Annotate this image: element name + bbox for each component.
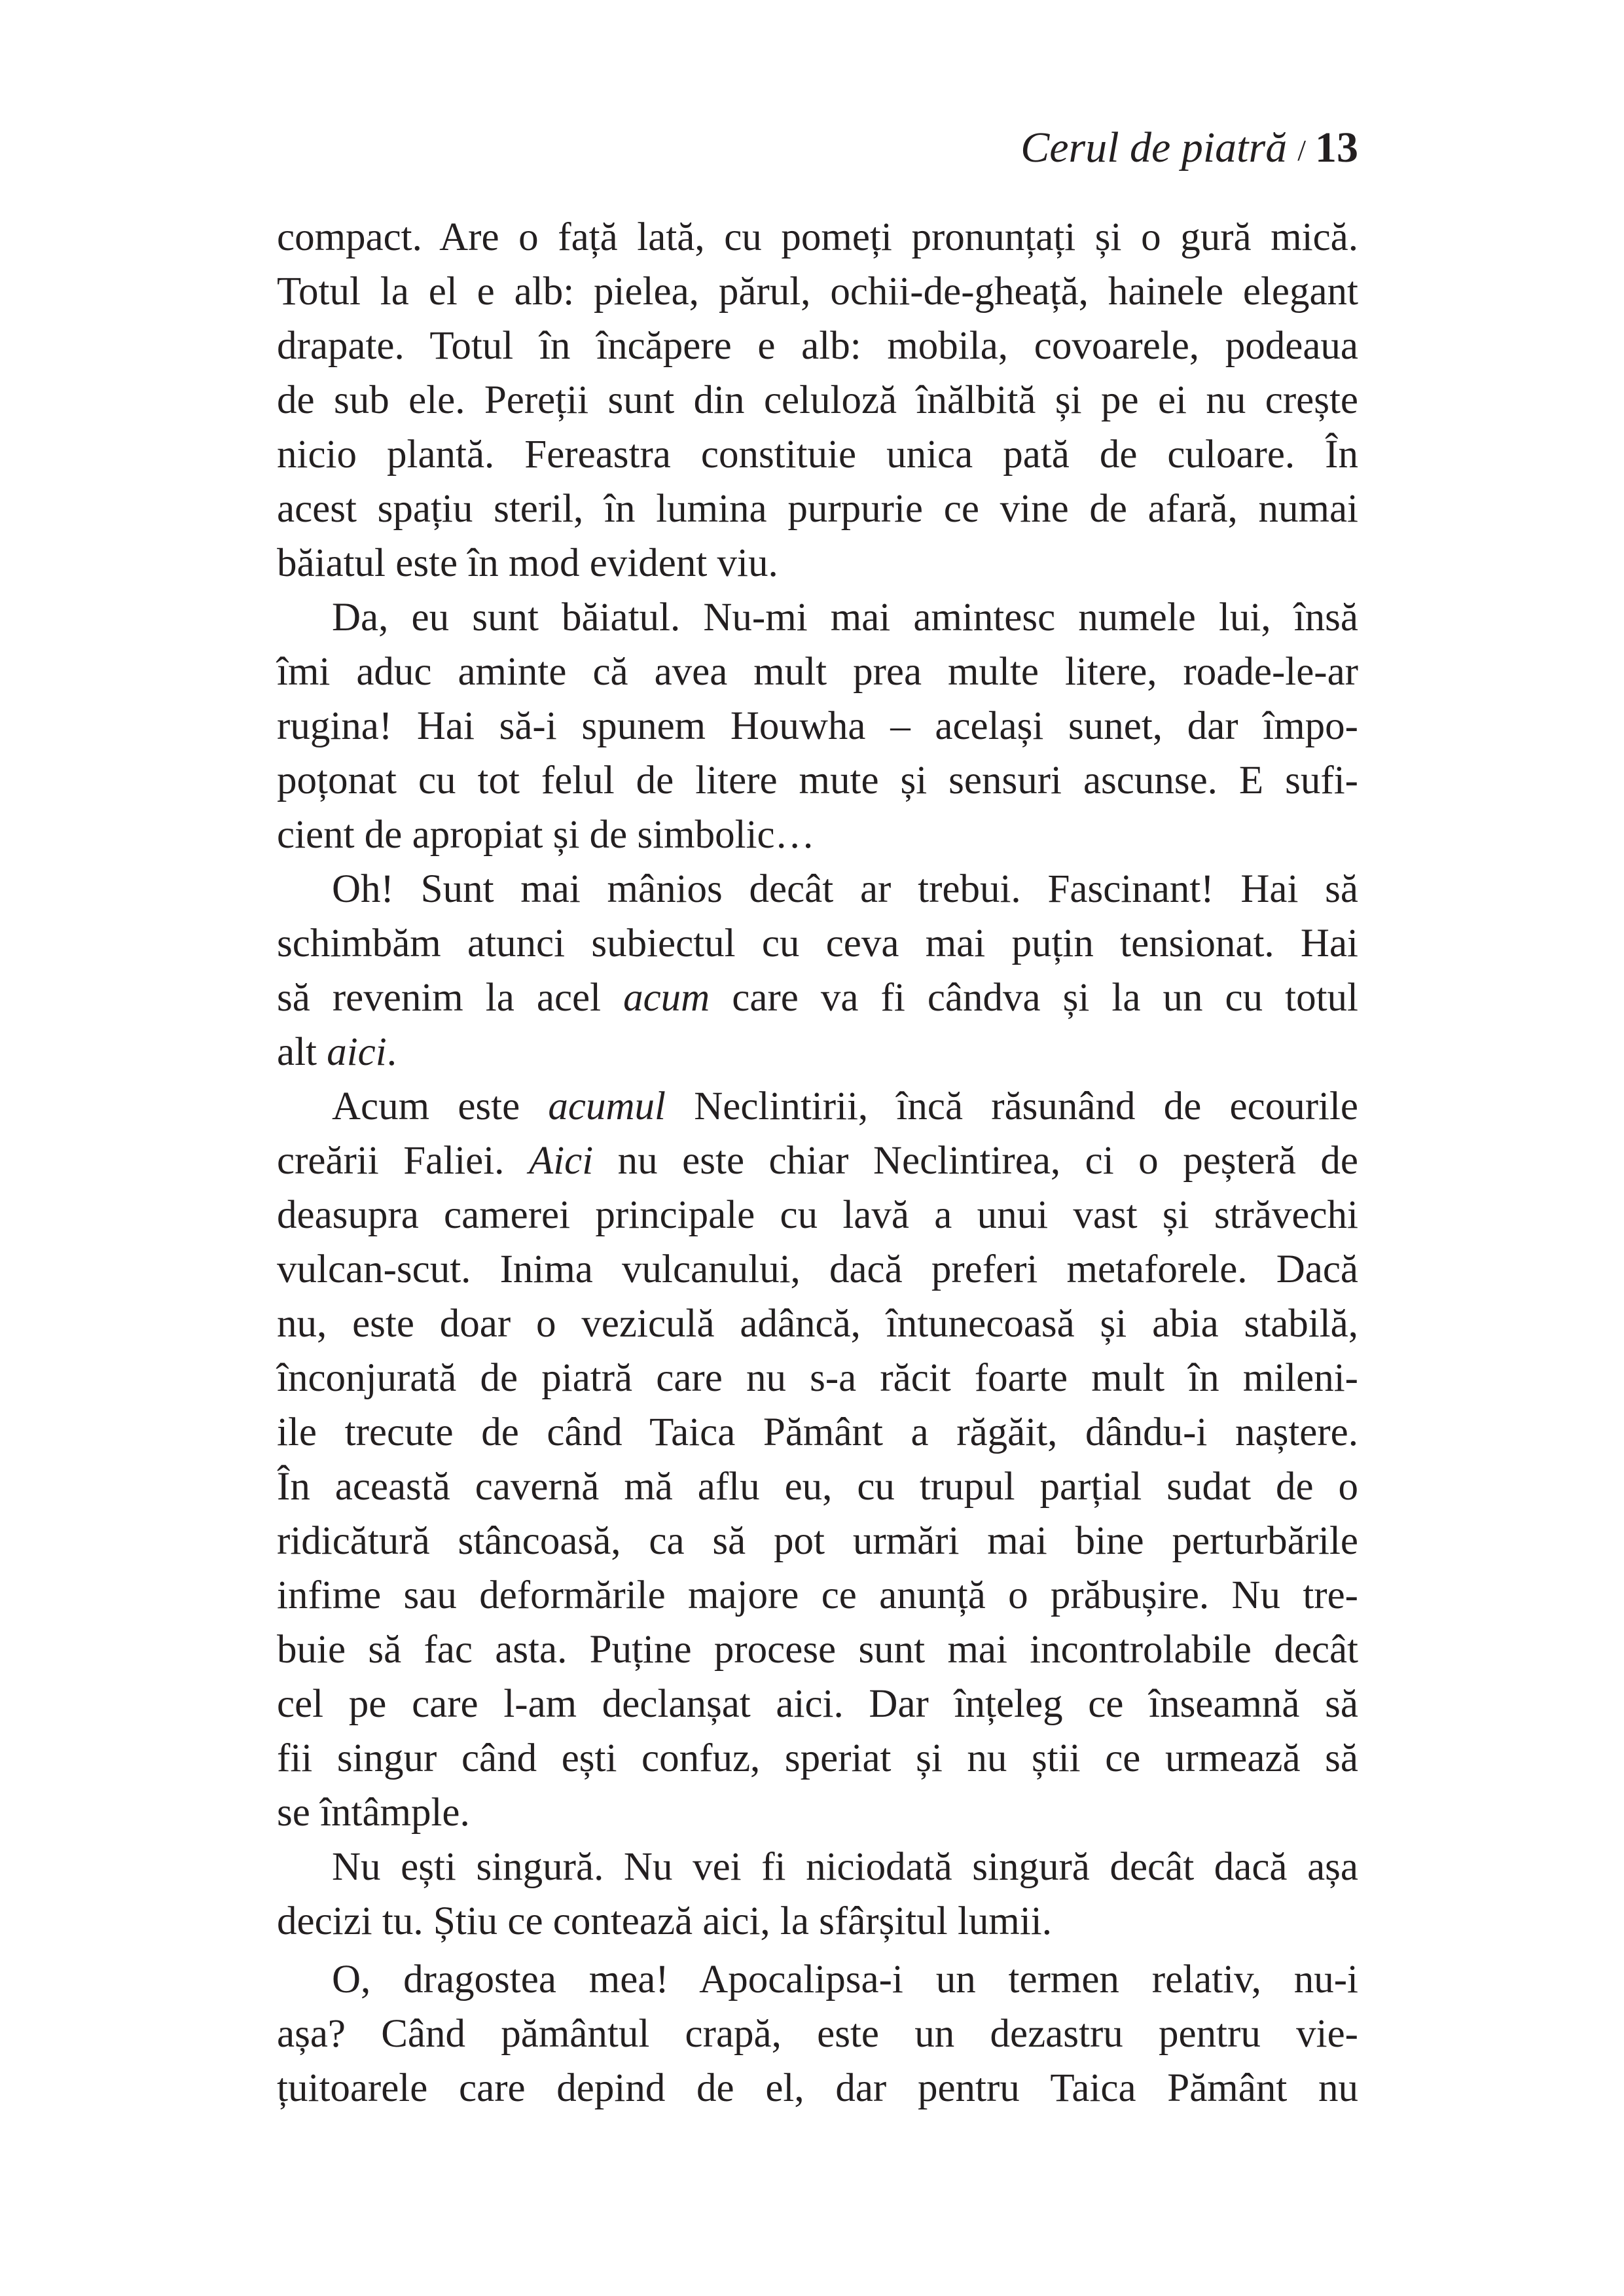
text-line: compact. Are o față lată, cu pomeți pronunțați și o gură mică. [277,215,1358,259]
italic-word: aici [327,1030,387,1074]
text-run: care va fi cândva și la un cu totul [710,976,1358,1020]
text-run: să revenim la acel [277,976,624,1020]
text-line: deasupra camerei principale cu lavă a unui vast și străvechi [277,1193,1358,1237]
text-line: îmi aduc aminte că avea mult prea multe litere, roade-le-ar [277,650,1358,694]
text-line: fii singur când ești confuz, speriat și nu știi ce urmează să [277,1736,1358,1780]
text-line [277,971,1358,1025]
text-run: nu este chiar Neclintirea, ci o peșteră de [593,1139,1358,1183]
text-line: ile trecute de când Taica Pământ a răgăit, dându-i naștere. [277,1410,1358,1454]
header-separator: / [1297,134,1306,167]
book-title: Cerul de piatră [1020,124,1288,171]
text-line [277,1025,1358,1079]
text-line: țuitoarele care depind de el, dar pentru Taica Pământ nu [277,2066,1358,2110]
text-line: rugina! Hai să-i spunem Houwha – același sunet, dar împo- [277,704,1358,748]
paragraph-first-line: Da, eu sunt băiatul. Nu-mi mai amintesc numele lui, însă [332,596,1358,639]
paragraph-first-line [277,1079,1358,1134]
text-line: nicio plantă. Fereastra constituie unica pată de culoare. În [277,433,1358,476]
text-line: decizi tu. Știu ce contează aici, la sfârșitul lumii. [277,1899,1052,1943]
text-line: În această cavernă mă aflu eu, cu trupul parțial sudat de o [277,1465,1358,1509]
text-run: creării Faliei. [277,1139,529,1183]
text-run: alt [277,1030,327,1074]
page-number: 13 [1315,124,1358,171]
text-line: cel pe care l-am declanșat aici. Dar înțeleg ce înseamnă să [277,1682,1358,1726]
text-line [277,1134,1358,1188]
text-line: schimbăm atunci subiectul cu ceva mai puțin tensionat. Hai [277,922,1358,965]
italic-word: acumul [548,1085,666,1128]
text-line: nu, este doar o veziculă adâncă, întunecoasă și abia stabilă, [277,1302,1358,1346]
text-line: cient de apropiat și de simbolic… [277,813,815,857]
text-line: ridicătură stâncoasă, ca să pot urmări mai bine perturbările [277,1519,1358,1563]
text-line: drapate. Totul în încăpere e alb: mobila, covoarele, podeaua [277,324,1358,368]
text-line: se întâmple. [277,1791,470,1835]
italic-word: acum [623,976,710,1020]
text-run: Neclintirii, încă răsunând de ecourile [665,1085,1358,1128]
text-line: așa? Când pământul crapă, este un dezastru pentru vie- [277,2012,1358,2056]
text-line: Totul la el e alb: pielea, părul, ochii-de-gheață, hainele elegant [277,270,1358,314]
text-run: Acum este [332,1085,549,1128]
text-run: . [386,1030,397,1074]
running-header [1020,122,1358,178]
paragraph-first-line: Nu ești singură. Nu vei fi niciodată singură decât dacă așa [332,1845,1358,1889]
paragraph-first-line: O, dragostea mea! Apocalipsa-i un termen relativ, nu-i [332,1958,1358,2001]
text-line: vulcan-scut. Inima vulcanului, dacă preferi metaforele. Dacă [277,1247,1358,1291]
text-line: acest spațiu steril, în lumina purpurie ce vine de afară, numai [277,487,1358,531]
italic-word: Aici [528,1139,594,1183]
text-line: băiatul este în mod evident viu. [277,541,778,585]
text-line: poțonat cu tot felul de litere mute și sensuri ascunse. E sufi- [277,759,1358,802]
text-line: buie să fac asta. Puține procese sunt mai incontrolabile decât [277,1628,1358,1672]
paragraph-first-line: Oh! Sunt mai mânios decât ar trebui. Fascinant! Hai să [332,867,1358,911]
text-line: înconjurată de piatră care nu s-a răcit foarte mult în mileni- [277,1356,1358,1400]
text-line: de sub ele. Pereții sunt din celuloză înălbită și pe ei nu crește [277,378,1358,422]
text-line: infime sau deformările majore ce anunță o prăbușire. Nu tre- [277,1573,1358,1617]
